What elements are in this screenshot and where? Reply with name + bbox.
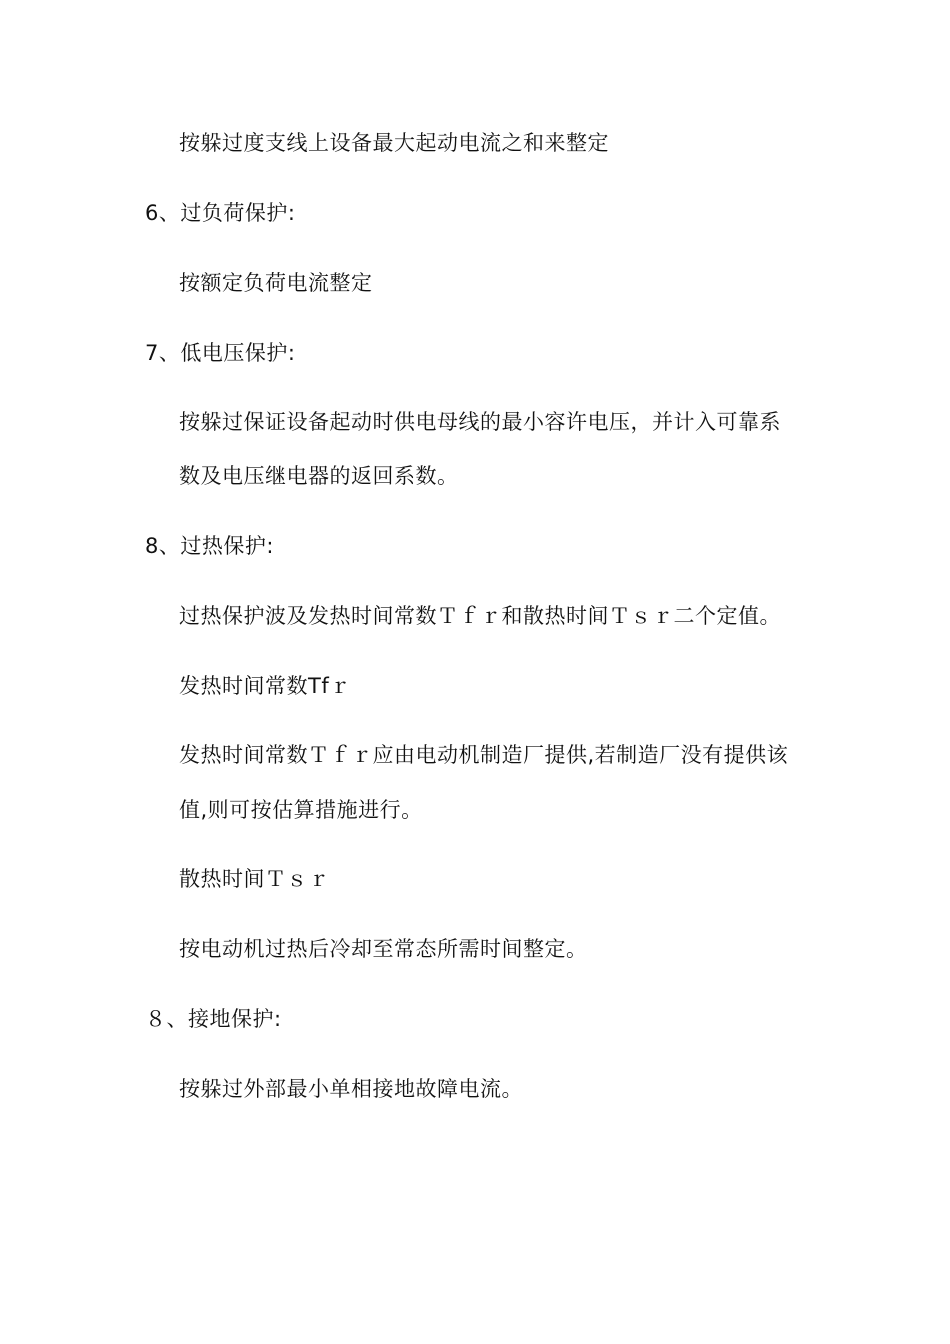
paragraph-line: 按躲过保证设备起动时供电母线的最小容许电压，并计入可靠系 — [179, 410, 781, 434]
paragraph-line: 过热保护波及发热时间常数Ｔｆｒ和散热时间Ｔｓｒ二个定值。 — [179, 604, 781, 628]
section-heading-overheat: 8、过热保护: — [145, 534, 274, 558]
section-heading-ground-fault: ８、接地保护: — [145, 1007, 282, 1031]
paragraph-line: 散热时间Ｔｓｒ — [179, 867, 330, 891]
paragraph-line: 发热时间常数Ｔｆｒ应由电动机制造厂提供,若制造厂没有提供该 — [179, 743, 789, 767]
paragraph-line: 按躲过外部最小单相接地故障电流。 — [179, 1077, 523, 1101]
section-heading-overload: 6、过负荷保护: — [145, 201, 296, 225]
section-heading-undervoltage: 7、低电压保护: — [145, 341, 296, 365]
paragraph-line: 按电动机过热后冷却至常态所需时间整定。 — [179, 937, 588, 961]
paragraph-line: 按躲过度支线上设备最大起动电流之和来整定 — [179, 131, 609, 155]
paragraph-line: 值,则可按估算措施进行。 — [179, 798, 423, 822]
paragraph-line: 按额定负荷电流整定 — [179, 271, 373, 295]
paragraph-line: 发热时间常数Tfｒ — [179, 674, 351, 698]
paragraph-line: 数及电压继电器的返回系数。 — [179, 464, 459, 488]
